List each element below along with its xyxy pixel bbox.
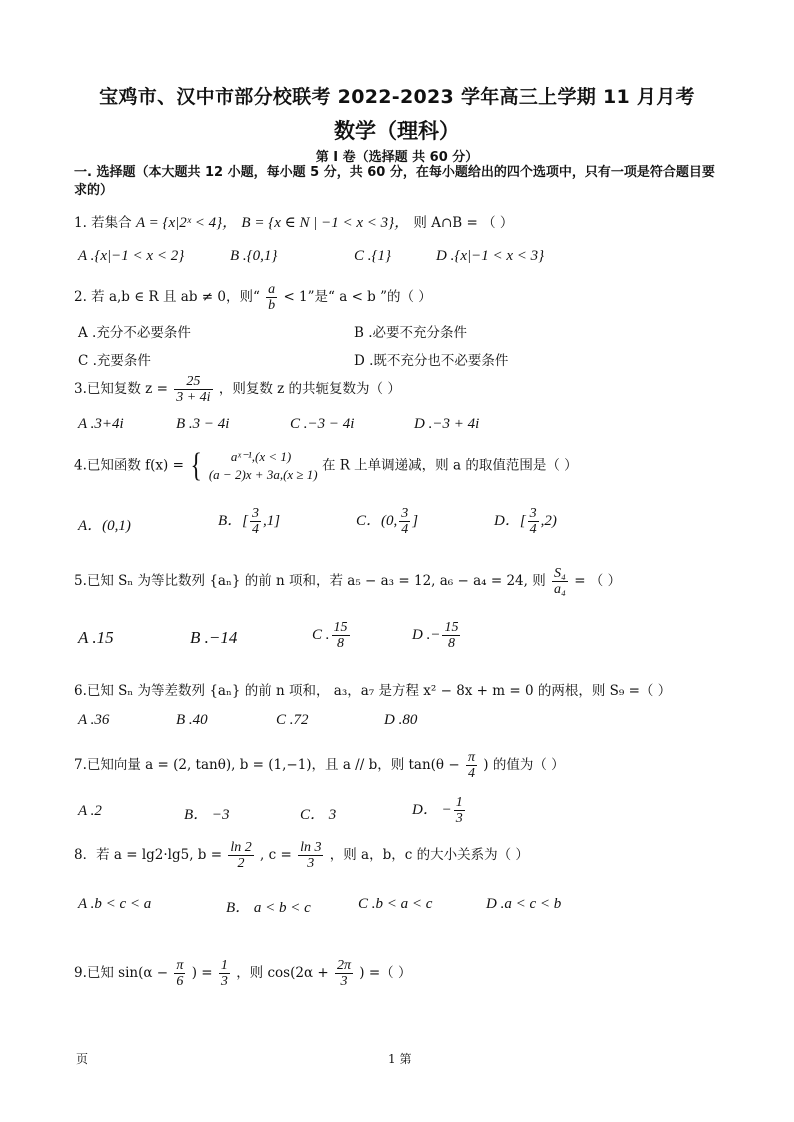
q3-option-b: B .3 − 4i (176, 416, 230, 432)
q7-option-d: D． − $\frac{1}{3}$ (412, 795, 463, 826)
fraction: $\frac{25}{3 + 4i}$ (176, 374, 211, 405)
q1-option-c: C .{1} (354, 248, 392, 264)
q4-option-b: B．[ $\frac{3}{4}$ ,1] (218, 506, 281, 537)
question-6: 6.已知 Sₙ 为等差数列 {aₙ} 的前 n 项和， a₃，a₇ 是方程 x² − 8x + m = 0 的两根，则 S₉ =（ ） (74, 683, 672, 699)
q4-option-c: C．(0, $\frac{3}{4}$ ] (356, 506, 419, 537)
question-8: 8．若 a = lg2·lg5, b = $\frac{\ln 2}{2}$ , c = $\frac{\ln 3}{3}$ ，则 a，b，c 的大小关系为（ ） (74, 840, 529, 871)
q8-option-d: D .a < c < b (486, 896, 562, 912)
q3-option-a: A .3+4i (78, 416, 124, 432)
q8-option-a: A .b < c < a (78, 896, 152, 912)
q1-option-b: B .{0,1} (230, 248, 278, 264)
q7-option-c: C． 3 (300, 807, 337, 823)
q6-option-b: B .40 (176, 712, 208, 728)
q5-option-c: C . $\frac{15}{8}$ (312, 620, 348, 651)
q2-option-c: C .充要条件 (78, 353, 151, 369)
footer-left: 页 (76, 1052, 89, 1066)
question-1: 1. 若集合 A = {x|2ˣ < 4}， B = {x ∈ N | −1 < x < 3}， 则 A∩B = （ ） (74, 215, 514, 231)
q1-option-d: D .{x|−1 < x < 3} (436, 248, 545, 264)
q8-option-b: B． a < b < c (226, 900, 311, 916)
q2-option-b: B .必要不充分条件 (354, 325, 468, 341)
exam-title: 宝鸡市、汉中市部分校联考 2022-2023 学年高三上学期 11 月月考 (99, 86, 695, 108)
section-instructions: 一. 选择题（本大题共 12 小题，每小题 5 分，共 60 分，在每小题给出的四个选项中，只有一项是符合题目要求的） (74, 165, 715, 198)
q1-option-a: A .{x|−1 < x < 2} (78, 248, 185, 264)
q2-option-a: A .充分不必要条件 (78, 325, 191, 341)
question-4: 4.已知函数 f(x) = { aˣ⁻¹,(x < 1) (a − 2)x + 3a,(x ≥ 1) 在 R 上单调递减，则 a 的取值范围是（ ） (74, 447, 578, 484)
q7-option-b: B． −3 (184, 807, 230, 823)
q6-option-a: A .36 (78, 712, 110, 728)
q8-option-c: C .b < a < c (358, 896, 433, 912)
question-2: 2. 若 a,b ∈ R 且 ab ≠ 0，则“ $\frac{a}{b}$ < 1”是“ a < b ”的（ ） (74, 282, 432, 313)
q6-option-c: C .72 (276, 712, 309, 728)
exam-subtitle: 数学（理科） (334, 119, 460, 143)
fraction: $\frac{a}{b}$ (268, 282, 276, 313)
question-7: 7.已知向量 a = (2, tanθ), b = (1,−1)，且 a // b，则 tan(θ − $\frac{\pi}{4}$ ) 的值为（ ） (74, 750, 565, 781)
q3-option-c: C .−3 − 4i (290, 416, 355, 432)
q6-option-d: D .80 (384, 712, 418, 728)
q4-option-a: A．(0,1) (78, 518, 131, 534)
q7-option-a: A .2 (78, 803, 102, 819)
q5-option-d: D .− $\frac{15}{8}$ (412, 620, 459, 651)
q5-option-a: A .15 (78, 628, 114, 647)
q2-option-d: D .既不充分也不必要条件 (354, 353, 509, 369)
question-9: 9.已知 sin(α − $\frac{\pi}{6}$ ) = $\frac{1}{3}$ ，则 cos(2α + $\frac{2\pi}{3}$ ) =（ ） (74, 958, 412, 989)
section-heading: 第 I 卷（选择题 共 60 分） (315, 150, 479, 165)
footer-page-number: 1 第 (388, 1052, 412, 1066)
question-5: 5.已知 Sₙ 为等比数列 {aₙ} 的前 n 项和，若 a₅ − a₃ = 12, a₆ − a₄ = 24, 则 $\frac{\text{S₄}}{\text{a₄}}$ = （ ） (74, 566, 622, 597)
question-3: 3.已知复数 z = $\frac{25}{3 + 4i}$ ，则复数 z 的共轭复数为（ ） (74, 374, 401, 405)
q4-option-d: D．[ $\frac{3}{4}$ ,2) (494, 506, 557, 537)
q3-option-d: D .−3 + 4i (414, 416, 480, 432)
q5-option-b: B .−14 (190, 628, 238, 647)
